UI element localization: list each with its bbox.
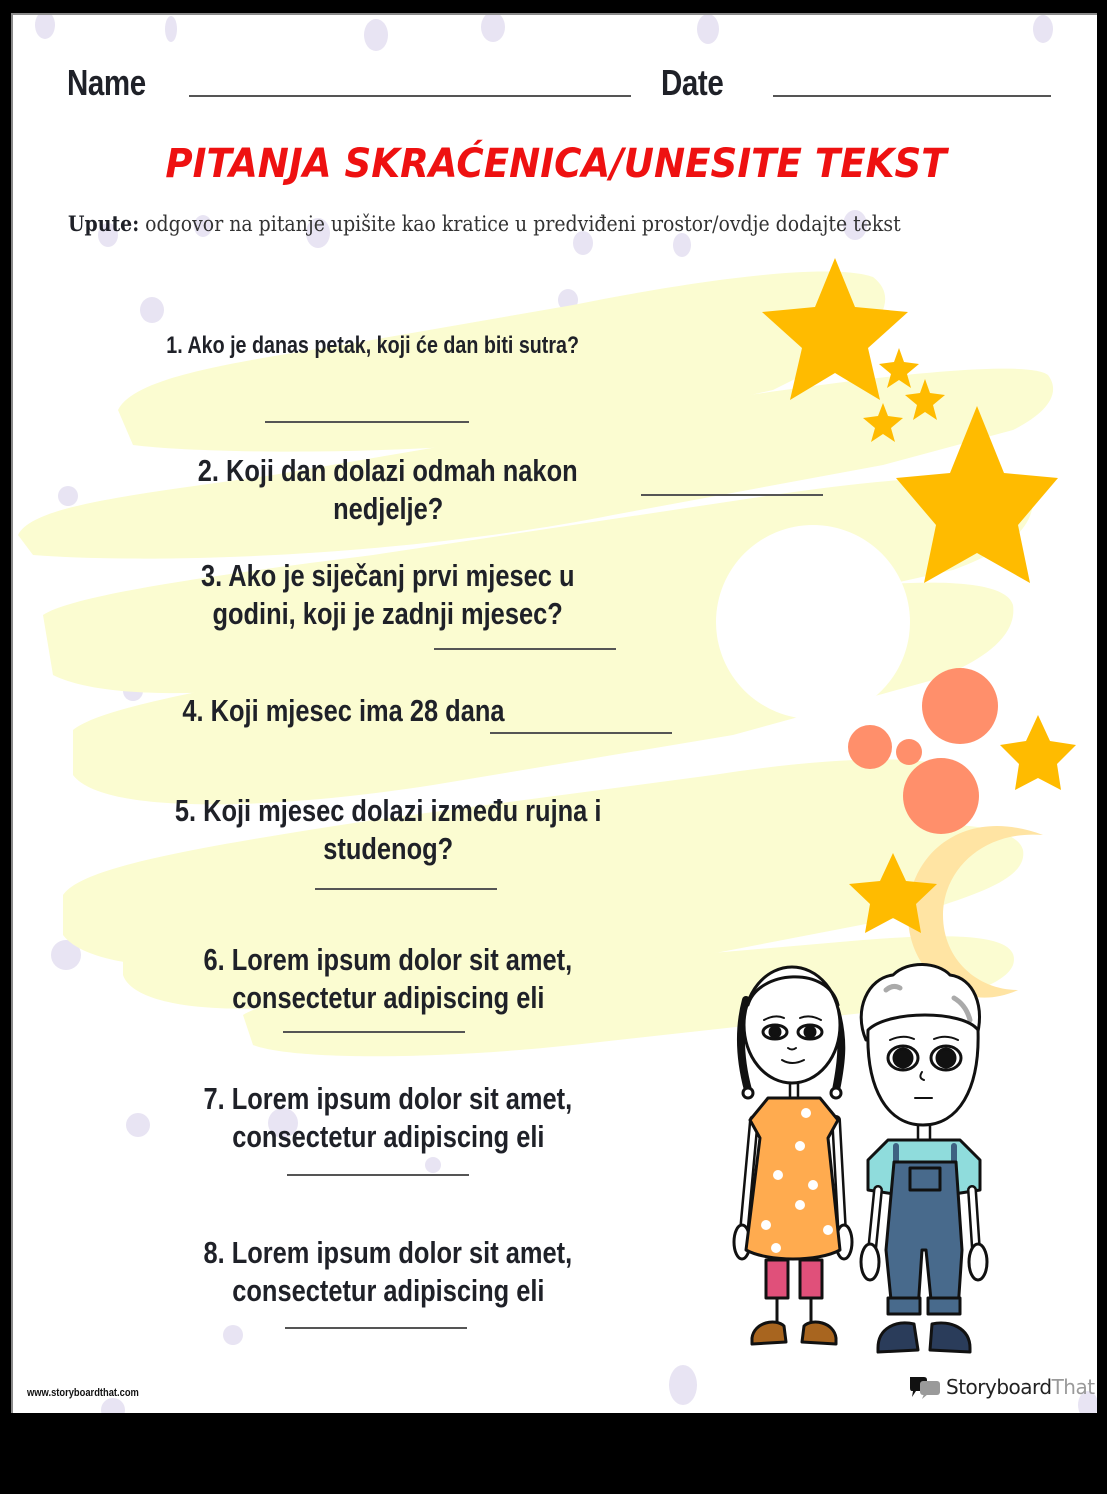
question-4: 4. Koji mjesec ima 28 dana	[181, 693, 505, 728]
date-label: Date	[661, 62, 724, 103]
question-3: 3. Ako je siječanj prvi mjesec u godini, koji je zadnji mjesec?	[201, 558, 575, 631]
question-1: 1. Ako je danas petak, koji će dan biti sutra?	[166, 332, 580, 359]
footer-url[interactable]: www.storyboardthat.com	[27, 1387, 139, 1399]
name-input-line[interactable]	[189, 95, 631, 97]
worksheet-page	[11, 13, 1097, 1413]
answer-line-2[interactable]	[641, 494, 823, 496]
answer-line-8[interactable]	[285, 1327, 467, 1329]
answer-line-7[interactable]	[287, 1174, 469, 1176]
answer-line-5[interactable]	[315, 888, 497, 890]
question-8: 8. Lorem ipsum dolor sit amet, consectetur adipiscing eli	[203, 1235, 573, 1308]
worksheet-title: PITANJA SKRAĆENICA/UNESITE TEKST	[165, 141, 947, 187]
boy-character	[861, 964, 987, 1352]
instructions-lead: Upute:	[68, 211, 140, 236]
girl-character	[734, 967, 852, 1344]
children-illustration	[718, 950, 1008, 1360]
instructions	[68, 211, 901, 236]
brand-name: StoryboardThat	[946, 1375, 1095, 1399]
white-circle	[716, 525, 910, 719]
speech-bubbles-icon	[908, 1375, 942, 1399]
answer-line-1[interactable]	[265, 421, 469, 423]
date-input-line[interactable]	[773, 95, 1051, 97]
question-2: 2. Koji dan dolazi odmah nakon nedjelje?	[198, 453, 578, 526]
answer-line-6[interactable]	[283, 1031, 465, 1033]
storyboardthat-logo[interactable]	[908, 1375, 1095, 1399]
instructions-text: odgovor na pitanje upišite kao kratice u predviđeni prostor/ovdje dodajte tekst	[139, 212, 901, 236]
question-5: 5. Koji mjesec dolazi između rujna i studenog?	[174, 793, 602, 866]
answer-line-3[interactable]	[434, 648, 616, 650]
answer-line-4[interactable]	[490, 732, 672, 734]
question-7: 7. Lorem ipsum dolor sit amet, consectetur adipiscing eli	[203, 1081, 573, 1154]
name-label: Name	[67, 62, 146, 103]
question-6: 6. Lorem ipsum dolor sit amet, consectetur adipiscing eli	[203, 942, 573, 1015]
